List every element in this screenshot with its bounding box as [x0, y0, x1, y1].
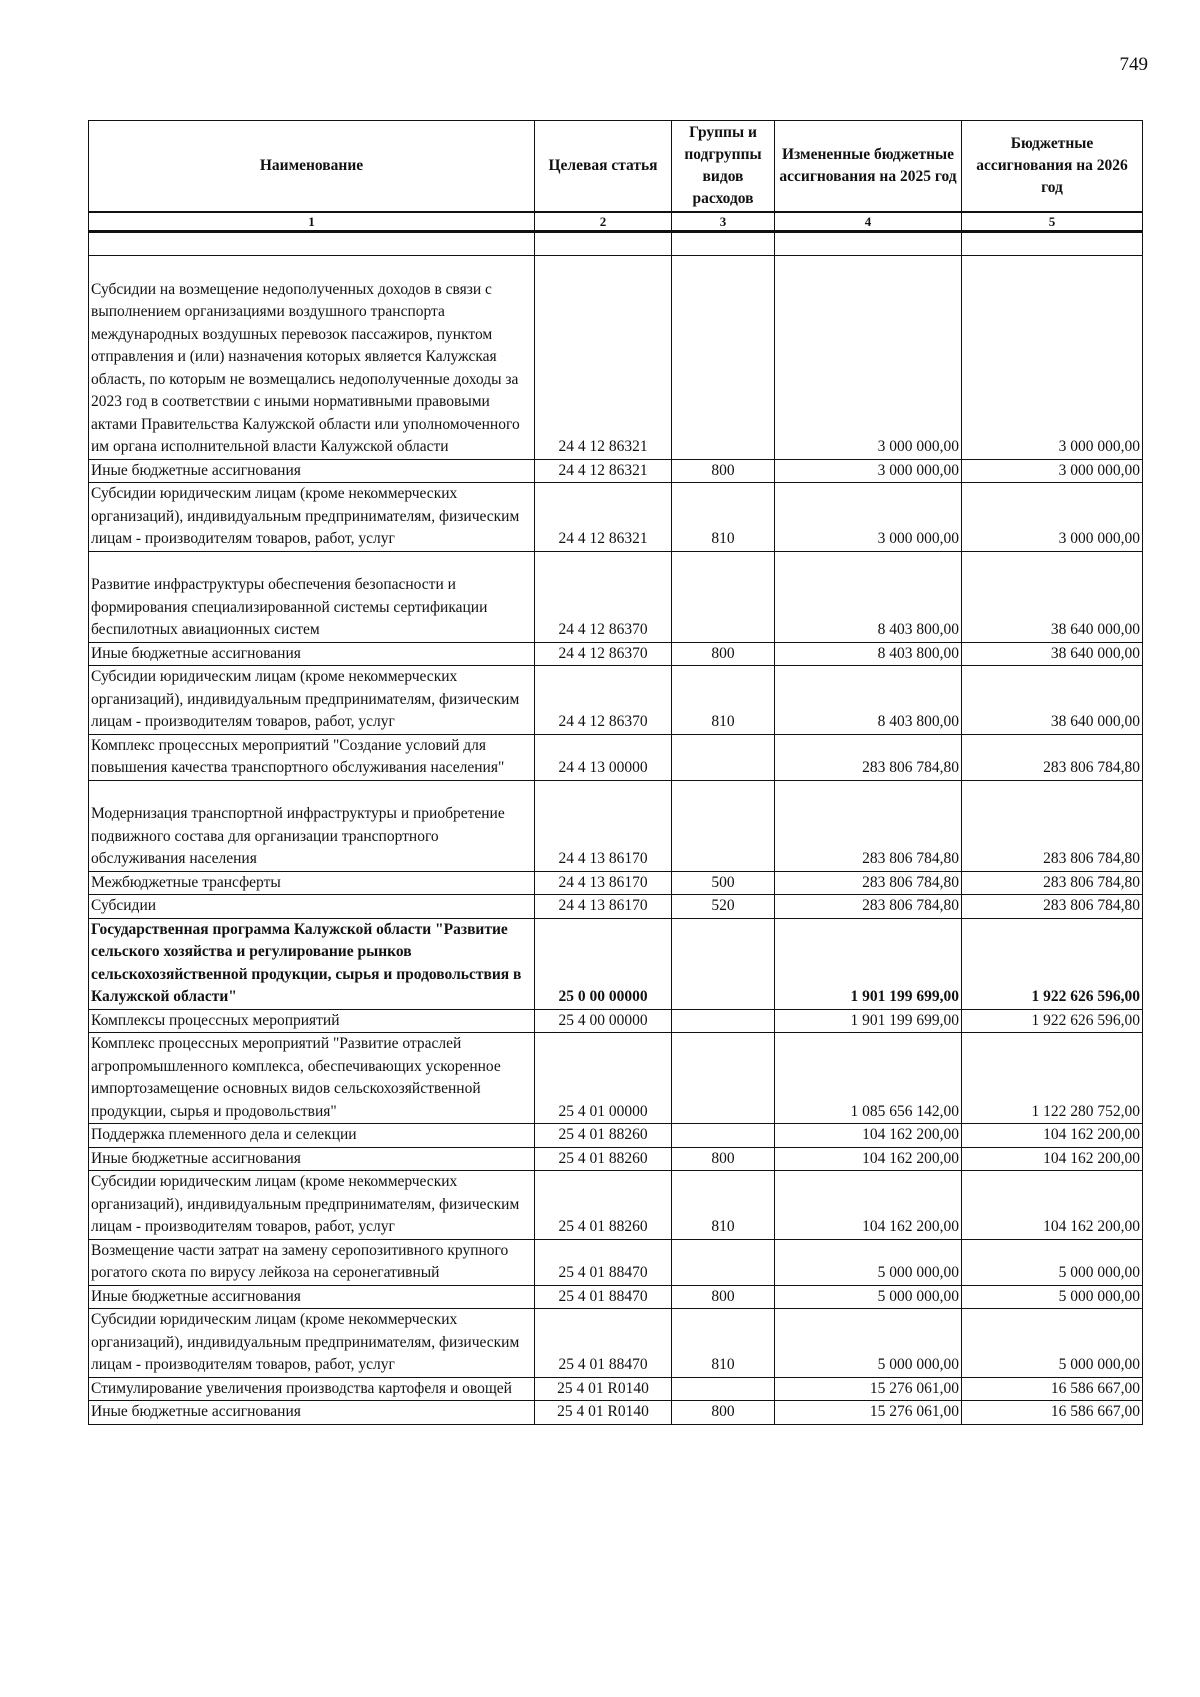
row-target-article-text: 25 4 01 R0140 [557, 1379, 649, 1397]
row-amount-2026 [962, 871, 1143, 895]
header-expense-groups: Группы и подгруппы видов расходов [672, 121, 775, 213]
row-amount-2026 [962, 642, 1143, 666]
row-name-text: Иные бюджетные ассигнования [91, 461, 301, 479]
row-name-text: Иные бюджетные ассигнования [91, 1287, 301, 1305]
row-target-article-text: 25 4 01 88260 [558, 1149, 648, 1167]
table-row [89, 734, 1143, 780]
row-target-article [535, 551, 672, 642]
row-amount-2025 [775, 895, 962, 919]
table-row [89, 483, 1143, 552]
row-name [89, 1124, 535, 1148]
table-row [89, 1285, 1143, 1309]
row-expense-group [672, 1239, 775, 1285]
row-name [89, 918, 535, 1009]
row-name [89, 1377, 535, 1401]
row-amount-2026-text: 104 162 200,00 [1043, 1218, 1140, 1235]
row-expense-group [672, 1033, 775, 1124]
row-amount-2025 [775, 1377, 962, 1401]
row-amount-2025-text: 15 276 061,00 [869, 1379, 959, 1397]
row-expense-group-text: 810 [711, 1356, 735, 1373]
row-amount-2025-text: 15 276 061,00 [869, 1403, 959, 1420]
row-name-text: Развитие инфраструктуры обеспечения безопасности и формирования специализированной системы сертификации беспилотных авиационных систем [91, 576, 488, 638]
row-amount-2025 [775, 666, 962, 735]
column-number: 5 [962, 212, 1143, 232]
row-amount-2026-text: 5 000 000,00 [1058, 1356, 1140, 1373]
row-name-text: Возмещение части затрат на замену серопозитивного крупного рогатого скота по вирусу лейкоза на серонегативный [91, 1241, 509, 1281]
row-name-text: Субсидии на возмещение недополученных доходов в связи с выполнением организациями воздушного транспорта международных воздушных перевозок пассажиров, пунктом отправления и (или) назначения которых является Калужская область, по которым не возмещались недополученные доходы за 2023 год в соответствии с иными нормативными правовыми актами Правительства Калужской области или уполномоченного им органа исполнительной власти Калужской области [91, 280, 520, 455]
row-expense-group-text: 800 [711, 1403, 735, 1420]
row-name-text: Субсидии юридическим лицам (кроме некоммерческих организаций), индивидуальным предпринимателям, физическим лицам - производителям товаров, работ, услуг [91, 1311, 520, 1373]
row-target-article-text: 24 4 12 86370 [558, 713, 648, 730]
row-target-article [535, 1009, 672, 1033]
row-amount-2025 [775, 1009, 962, 1033]
row-amount-2026-text: 38 640 000,00 [1050, 621, 1140, 638]
table-row [89, 1401, 1143, 1425]
row-target-article-text: 24 4 13 86170 [558, 897, 648, 914]
row-name [89, 1309, 535, 1378]
row-amount-2026 [962, 459, 1143, 483]
row-amount-2026 [962, 918, 1143, 1009]
row-amount-2026 [962, 1377, 1143, 1401]
row-name [89, 1285, 535, 1309]
row-amount-2025-text: 1 085 656 142,00 [850, 1102, 959, 1120]
table-row [89, 1239, 1143, 1285]
row-name [89, 459, 535, 483]
row-name [89, 1239, 535, 1285]
row-name [89, 895, 535, 919]
row-expense-group [672, 1009, 775, 1033]
row-target-article-text: 25 4 01 88470 [558, 1264, 648, 1281]
row-amount-2026-text: 3 000 000,00 [1058, 461, 1140, 479]
column-number: 3 [672, 212, 775, 232]
row-name [89, 780, 535, 871]
table-row [89, 1124, 1143, 1148]
row-amount-2025-text: 283 806 784,80 [862, 850, 959, 867]
row-amount-2026 [962, 734, 1143, 780]
row-amount-2025-text: 5 000 000,00 [877, 1264, 959, 1281]
table-body [89, 232, 1143, 1425]
row-amount-2026 [962, 483, 1143, 552]
row-expense-group [672, 256, 775, 460]
row-name [89, 256, 535, 460]
table-row [89, 1147, 1143, 1171]
row-amount-2026 [962, 1147, 1143, 1171]
row-name-text: Иные бюджетные ассигнования [91, 1149, 301, 1167]
row-target-article-text: 25 4 01 88260 [558, 1218, 648, 1235]
page-number: 749 [1119, 54, 1148, 75]
row-amount-2026 [962, 1239, 1143, 1285]
row-expense-group [672, 734, 775, 780]
row-expense-group [672, 1147, 775, 1171]
row-amount-2026-text: 1 922 626 596,00 [1031, 988, 1140, 1005]
row-expense-group-text: 810 [711, 713, 735, 730]
table-row [89, 1377, 1143, 1401]
row-target-article [535, 895, 672, 919]
row-amount-2025-text: 1 901 199 699,00 [850, 988, 959, 1005]
table-row [89, 642, 1143, 666]
row-name [89, 642, 535, 666]
row-target-article-text: 24 4 12 86321 [558, 461, 648, 479]
row-amount-2026-text: 104 162 200,00 [1043, 1149, 1140, 1167]
row-amount-2025-text: 283 806 784,80 [862, 759, 959, 776]
table-row [89, 459, 1143, 483]
row-target-article [535, 1285, 672, 1309]
row-name-text: Государственная программа Калужской области "Развитие сельского хозяйства и регулирование рынков сельскохозяйственной продукции, сырья и продовольствия в Калужской области" [91, 920, 522, 1005]
row-target-article-text: 25 4 01 R0140 [557, 1403, 649, 1420]
row-target-article [535, 459, 672, 483]
row-amount-2025-text: 5 000 000,00 [877, 1287, 959, 1305]
row-amount-2026 [962, 1033, 1143, 1124]
row-target-article [535, 1033, 672, 1124]
row-expense-group-text: 800 [711, 1149, 735, 1167]
row-amount-2025-text: 283 806 784,80 [862, 897, 959, 914]
row-amount-2025 [775, 1033, 962, 1124]
table-row [89, 871, 1143, 895]
row-amount-2026 [962, 780, 1143, 871]
row-target-article-text: 25 4 01 88260 [558, 1126, 648, 1143]
row-amount-2025-text: 104 162 200,00 [862, 1149, 959, 1167]
row-target-article [535, 1401, 672, 1425]
row-name [89, 551, 535, 642]
table-row [89, 666, 1143, 735]
row-name-text: Субсидии юридическим лицам (кроме некоммерческих организаций), индивидуальным предпринимателям, физическим лицам - производителям товаров, работ, услуг [91, 1173, 520, 1235]
row-target-article [535, 1309, 672, 1378]
row-amount-2025-text: 5 000 000,00 [877, 1356, 959, 1373]
row-expense-group-text: 800 [711, 644, 735, 662]
row-name-text: Субсидии [91, 897, 157, 914]
row-target-article-text: 25 0 00 00000 [558, 988, 648, 1005]
row-target-article [535, 666, 672, 735]
row-amount-2026 [962, 1009, 1143, 1033]
row-expense-group [672, 642, 775, 666]
row-amount-2026-text: 5 000 000,00 [1058, 1287, 1140, 1305]
row-amount-2025 [775, 256, 962, 460]
row-amount-2026-text: 16 586 667,00 [1050, 1379, 1140, 1397]
row-name [89, 1147, 535, 1171]
row-name [89, 734, 535, 780]
row-amount-2025 [775, 1171, 962, 1240]
row-expense-group [672, 666, 775, 735]
row-amount-2026 [962, 551, 1143, 642]
header-amount-2025: Измененные бюджетные ассигнования на 2025 год [775, 121, 962, 213]
row-target-article-text: 25 4 00 00000 [558, 1011, 648, 1029]
row-target-article [535, 256, 672, 460]
row-amount-2026-text: 38 640 000,00 [1050, 713, 1140, 730]
table-row [89, 1033, 1143, 1124]
table-row [89, 895, 1143, 919]
row-amount-2026 [962, 1401, 1143, 1425]
row-amount-2026 [962, 666, 1143, 735]
row-amount-2026-text: 283 806 784,80 [1043, 873, 1140, 891]
table-row [89, 918, 1143, 1009]
row-target-article [535, 483, 672, 552]
table-row [89, 256, 1143, 460]
row-amount-2025 [775, 871, 962, 895]
row-amount-2025 [775, 918, 962, 1009]
row-target-article-text: 25 4 01 88470 [558, 1287, 648, 1305]
row-name-text: Модернизация транспортной инфраструктуры и приобретение подвижного состава для организации транспортного обслуживания населения [91, 805, 505, 867]
row-amount-2026 [962, 1309, 1143, 1378]
row-amount-2025-text: 1 901 199 699,00 [850, 1011, 959, 1029]
row-amount-2026-text: 16 586 667,00 [1050, 1403, 1140, 1420]
row-expense-group [672, 459, 775, 483]
row-name-text: Комплекс процессных мероприятий "Создание условий для повышения качества транспортного обслуживания населения" [91, 736, 505, 776]
row-target-article-text: 24 4 13 86170 [558, 873, 648, 891]
row-amount-2025-text: 104 162 200,00 [862, 1126, 959, 1143]
row-amount-2025-text: 3 000 000,00 [877, 461, 959, 479]
row-amount-2026-text: 3 000 000,00 [1058, 530, 1140, 547]
row-target-article-text: 24 4 12 86370 [558, 644, 648, 662]
row-amount-2026-text: 283 806 784,80 [1043, 759, 1140, 776]
row-target-article [535, 1124, 672, 1148]
row-amount-2026-text: 5 000 000,00 [1058, 1264, 1140, 1281]
row-expense-group [672, 1309, 775, 1378]
row-target-article [535, 734, 672, 780]
row-name-text: Стимулирование увеличения производства картофеля и овощей [91, 1379, 512, 1397]
row-target-article-text: 24 4 12 86321 [558, 438, 648, 455]
row-amount-2026-text: 1 122 280 752,00 [1031, 1102, 1140, 1120]
row-amount-2025-text: 104 162 200,00 [862, 1218, 959, 1235]
row-name-text: Межбюджетные трансферты [91, 873, 281, 891]
row-expense-group-text: 800 [711, 461, 735, 479]
row-expense-group-text: 810 [711, 1218, 735, 1235]
row-amount-2025 [775, 1401, 962, 1425]
column-number: 4 [775, 212, 962, 232]
row-amount-2025 [775, 483, 962, 552]
row-amount-2025 [775, 551, 962, 642]
row-name-text: Субсидии юридическим лицам (кроме некоммерческих организаций), индивидуальным предпринимателям, физическим лицам - производителям товаров, работ, услуг [91, 668, 520, 730]
row-name [89, 1401, 535, 1425]
row-name-text: Иные бюджетные ассигнования [91, 644, 301, 662]
row-target-article-text: 24 4 13 86170 [558, 850, 648, 867]
row-amount-2025-text: 8 403 800,00 [877, 621, 959, 638]
row-amount-2026 [962, 1171, 1143, 1240]
row-target-article [535, 918, 672, 1009]
row-amount-2026-text: 104 162 200,00 [1043, 1126, 1140, 1143]
row-name-text: Комплексы процессных мероприятий [91, 1011, 340, 1029]
row-expense-group [672, 483, 775, 552]
row-expense-group-text: 810 [711, 530, 735, 547]
row-expense-group [672, 918, 775, 1009]
row-expense-group [672, 1285, 775, 1309]
row-expense-group [672, 1171, 775, 1240]
row-name-text: Субсидии юридическим лицам (кроме некоммерческих организаций), индивидуальным предпринимателям, физическим лицам - производителям товаров, работ, услуг [91, 485, 520, 547]
row-expense-group [672, 1401, 775, 1425]
row-target-article [535, 642, 672, 666]
row-target-article [535, 780, 672, 871]
row-amount-2025 [775, 459, 962, 483]
row-target-article-text: 24 4 12 86321 [558, 530, 648, 547]
table-row [89, 780, 1143, 871]
row-amount-2025-text: 3 000 000,00 [877, 530, 959, 547]
row-amount-2026 [962, 1124, 1143, 1148]
row-amount-2026-text: 1 922 626 596,00 [1031, 1011, 1140, 1029]
table-row [89, 551, 1143, 642]
row-amount-2026 [962, 256, 1143, 460]
row-amount-2025 [775, 780, 962, 871]
row-target-article-text: 24 4 13 00000 [558, 759, 648, 776]
row-name [89, 1033, 535, 1124]
row-amount-2025 [775, 1124, 962, 1148]
row-amount-2025-text: 8 403 800,00 [877, 644, 959, 662]
row-expense-group [672, 1124, 775, 1148]
row-name-text: Поддержка племенного дела и селекции [91, 1126, 357, 1143]
column-number: 2 [535, 212, 672, 232]
row-target-article [535, 1377, 672, 1401]
row-amount-2025 [775, 1285, 962, 1309]
header-name: Наименование [89, 121, 535, 213]
row-expense-group [672, 780, 775, 871]
row-target-article-text: 25 4 01 00000 [558, 1102, 648, 1120]
row-name [89, 1009, 535, 1033]
row-amount-2025-text: 283 806 784,80 [862, 873, 959, 891]
header-row [89, 121, 1143, 213]
row-amount-2026 [962, 1285, 1143, 1309]
row-name [89, 871, 535, 895]
row-name [89, 666, 535, 735]
row-name [89, 1171, 535, 1240]
row-target-article [535, 1239, 672, 1285]
row-name-text: Иные бюджетные ассигнования [91, 1403, 301, 1420]
table-row [89, 1171, 1143, 1240]
row-amount-2026-text: 283 806 784,80 [1043, 897, 1140, 914]
row-target-article [535, 871, 672, 895]
column-number: 1 [89, 212, 535, 232]
row-name [89, 483, 535, 552]
row-expense-group [672, 1377, 775, 1401]
row-amount-2025 [775, 734, 962, 780]
header-amount-2026: Бюджетные ассигнования на 2026 год [962, 121, 1143, 213]
row-amount-2025 [775, 1309, 962, 1378]
spacer-row [89, 232, 1143, 256]
row-target-article [535, 1171, 672, 1240]
row-amount-2025-text: 8 403 800,00 [877, 713, 959, 730]
row-expense-group-text: 800 [711, 1287, 735, 1305]
row-amount-2025 [775, 1147, 962, 1171]
row-expense-group [672, 871, 775, 895]
row-expense-group-text: 500 [711, 873, 735, 891]
row-expense-group-text: 520 [711, 897, 735, 914]
row-amount-2025 [775, 642, 962, 666]
row-target-article [535, 1147, 672, 1171]
row-amount-2026-text: 283 806 784,80 [1043, 850, 1140, 867]
row-name-text: Комплекс процессных мероприятий "Развитие отраслей агропромышленного комплекса, обеспечивающих ускоренное импортозамещение основных видов сельскохозяйственной продукции, сырья и продовольствия" [91, 1035, 501, 1120]
column-number-row [89, 212, 1143, 232]
row-amount-2026 [962, 895, 1143, 919]
row-target-article-text: 25 4 01 88470 [558, 1356, 648, 1373]
table-row [89, 1009, 1143, 1033]
row-amount-2025 [775, 1239, 962, 1285]
row-amount-2026-text: 3 000 000,00 [1058, 438, 1140, 455]
row-amount-2026-text: 38 640 000,00 [1050, 644, 1140, 662]
row-expense-group [672, 551, 775, 642]
row-expense-group [672, 895, 775, 919]
row-amount-2025-text: 3 000 000,00 [877, 438, 959, 455]
row-target-article-text: 24 4 12 86370 [558, 621, 648, 638]
header-target-article: Целевая статья [535, 121, 672, 213]
table-row [89, 1309, 1143, 1378]
budget-table [88, 120, 1143, 1425]
